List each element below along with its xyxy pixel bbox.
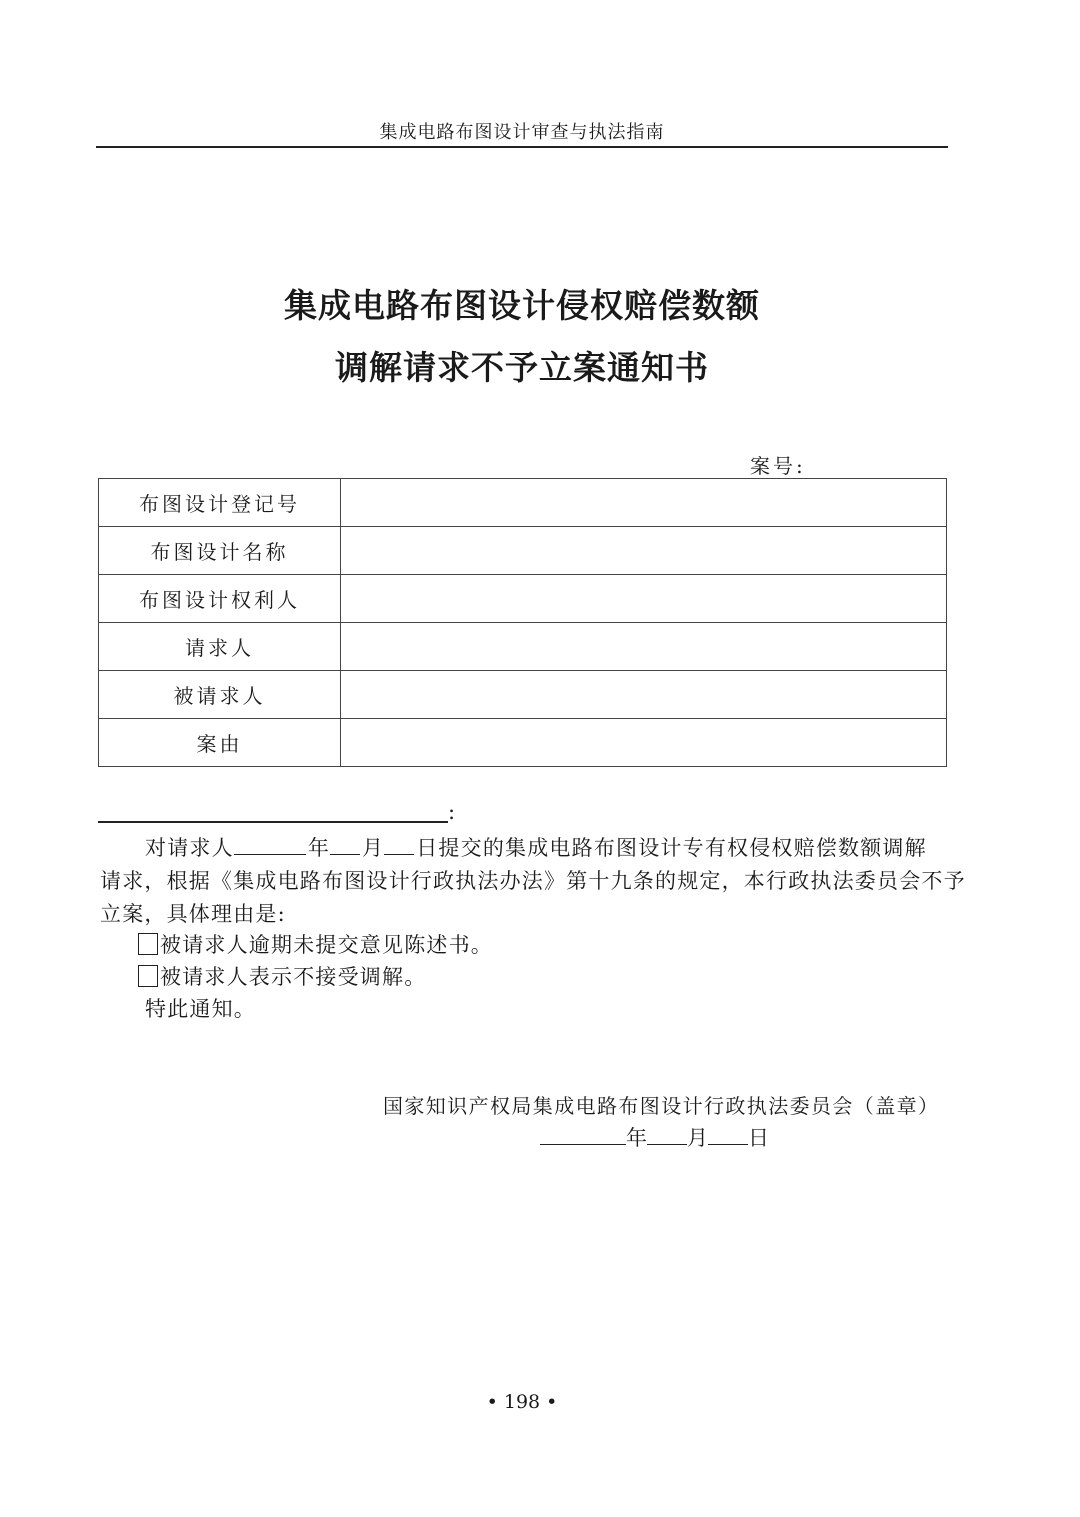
paragraph-line2: 请求，根据《集成电路布图设计行政执法办法》第十九条的规定，本行政执法委员会不予	[100, 869, 966, 893]
reason-option-2[interactable]	[138, 961, 426, 991]
table-row	[99, 623, 947, 671]
field-label: 布图设计名称	[99, 527, 341, 575]
field-value[interactable]	[341, 479, 947, 527]
field-label: 请求人	[99, 623, 341, 671]
reason-option-1[interactable]	[138, 929, 493, 959]
checkbox[interactable]	[138, 965, 158, 987]
document-title-line2: 调解请求不予立案通知书	[335, 348, 709, 387]
addressee-colon: :	[448, 800, 457, 824]
signature-date	[540, 1122, 769, 1152]
sign-month-label: 月	[687, 1126, 708, 1150]
field-label: 案由	[99, 719, 341, 767]
date-year-blank[interactable]	[234, 834, 306, 855]
sign-year-blank[interactable]	[540, 1124, 626, 1145]
header-rule	[96, 146, 948, 148]
page-number: • 198 •	[486, 1391, 558, 1413]
para-line1-rest: 日提交的集成电路布图设计专有权侵权赔偿数额调解	[416, 836, 927, 860]
case-number-label: 案号:	[750, 454, 806, 478]
field-value[interactable]	[341, 527, 947, 575]
field-value[interactable]	[341, 671, 947, 719]
para-prefix: 对请求人	[145, 836, 234, 860]
table-row	[99, 719, 947, 767]
table-row	[99, 671, 947, 719]
date-day-blank[interactable]	[384, 834, 414, 855]
sign-day-label: 日	[748, 1126, 769, 1150]
addressee-blank[interactable]	[98, 821, 448, 823]
signature-line: 国家知识产权局集成电路布图设计行政执法委员会（盖章）	[383, 1094, 940, 1118]
sign-day-blank[interactable]	[708, 1124, 748, 1145]
field-value[interactable]	[341, 623, 947, 671]
field-label: 被请求人	[99, 671, 341, 719]
paragraph-line3: 立案，具体理由是:	[100, 902, 286, 926]
date-month-blank[interactable]	[330, 834, 360, 855]
case-info-table	[98, 478, 947, 767]
table-row	[99, 527, 947, 575]
checkbox[interactable]	[138, 933, 158, 955]
month-label: 月	[362, 836, 385, 860]
table-row	[99, 575, 947, 623]
running-header: 集成电路布图设计审查与执法指南	[379, 122, 665, 143]
field-value[interactable]	[341, 575, 947, 623]
option-label: 被请求人逾期未提交意见陈述书。	[160, 933, 493, 957]
table-row	[99, 479, 947, 527]
option-label: 被请求人表示不接受调解。	[160, 965, 427, 989]
closing-text: 特此通知。	[145, 997, 256, 1021]
sign-month-blank[interactable]	[647, 1124, 687, 1145]
field-label: 布图设计登记号	[99, 479, 341, 527]
sign-year-label: 年	[626, 1126, 647, 1150]
document-title-line1: 集成电路布图设计侵权赔偿数额	[284, 286, 760, 325]
field-value[interactable]	[341, 719, 947, 767]
year-label: 年	[307, 836, 331, 860]
paragraph-line1	[145, 832, 927, 862]
field-label: 布图设计权利人	[99, 575, 341, 623]
